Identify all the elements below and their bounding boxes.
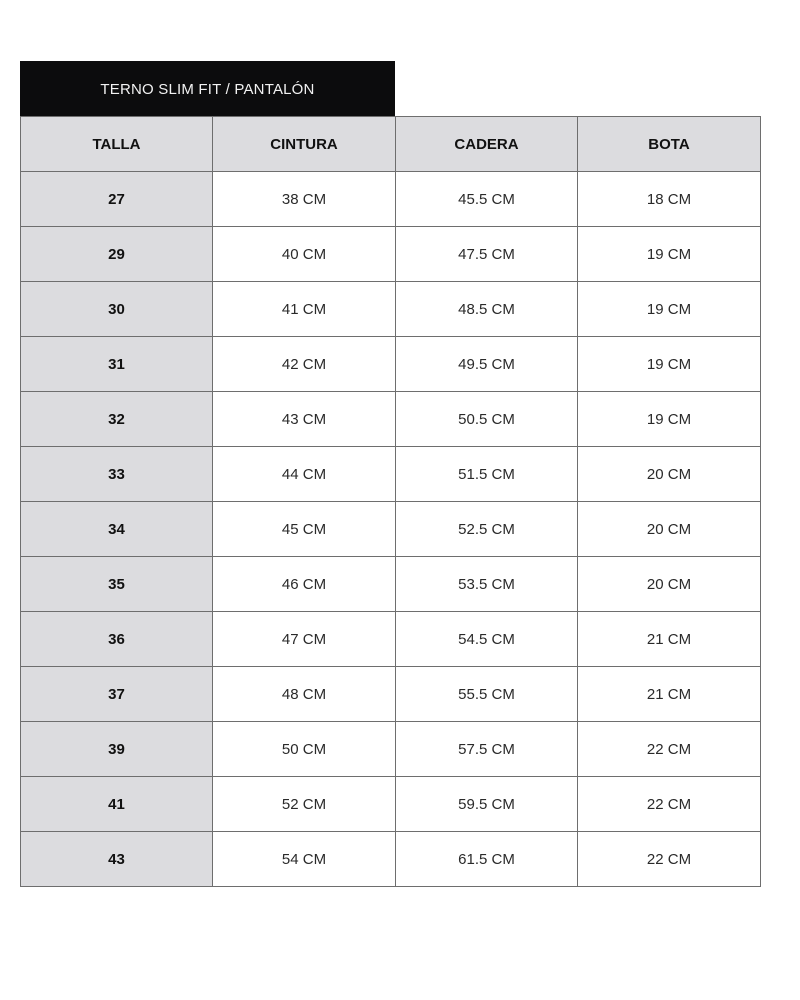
cell-cadera: 54.5 CM xyxy=(396,612,578,667)
cell-talla: 33 xyxy=(21,447,213,502)
cell-cintura: 46 CM xyxy=(213,557,396,612)
size-chart-table xyxy=(20,116,761,887)
cell-cadera: 59.5 CM xyxy=(396,777,578,832)
cell-cintura: 52 CM xyxy=(213,777,396,832)
table-row xyxy=(21,502,761,557)
table-row xyxy=(21,832,761,887)
cell-bota: 19 CM xyxy=(578,337,761,392)
cell-talla: 32 xyxy=(21,392,213,447)
header-cadera: CADERA xyxy=(396,117,578,172)
cell-talla: 29 xyxy=(21,227,213,282)
cell-talla: 36 xyxy=(21,612,213,667)
cell-cadera: 52.5 CM xyxy=(396,502,578,557)
table-row xyxy=(21,227,761,282)
cell-cadera: 48.5 CM xyxy=(396,282,578,337)
cell-cadera: 47.5 CM xyxy=(396,227,578,282)
table-title-text: TERNO SLIM FIT / PANTALÓN xyxy=(100,80,315,98)
header-bota: BOTA xyxy=(578,117,761,172)
table-row xyxy=(21,612,761,667)
cell-cintura: 40 CM xyxy=(213,227,396,282)
cell-bota: 21 CM xyxy=(578,612,761,667)
cell-cadera: 49.5 CM xyxy=(396,337,578,392)
cell-cintura: 48 CM xyxy=(213,667,396,722)
table-row xyxy=(21,667,761,722)
table-row xyxy=(21,282,761,337)
cell-cadera: 45.5 CM xyxy=(396,172,578,227)
cell-bota: 20 CM xyxy=(578,557,761,612)
cell-bota: 19 CM xyxy=(578,282,761,337)
header-talla: TALLA xyxy=(21,117,213,172)
table-body xyxy=(21,172,761,887)
cell-cadera: 55.5 CM xyxy=(396,667,578,722)
cell-cintura: 41 CM xyxy=(213,282,396,337)
cell-bota: 22 CM xyxy=(578,832,761,887)
cell-talla: 35 xyxy=(21,557,213,612)
cell-cintura: 47 CM xyxy=(213,612,396,667)
cell-bota: 20 CM xyxy=(578,502,761,557)
cell-talla: 43 xyxy=(21,832,213,887)
cell-talla: 31 xyxy=(21,337,213,392)
cell-cintura: 38 CM xyxy=(213,172,396,227)
cell-cadera: 57.5 CM xyxy=(396,722,578,777)
cell-cintura: 50 CM xyxy=(213,722,396,777)
cell-cintura: 54 CM xyxy=(213,832,396,887)
cell-talla: 41 xyxy=(21,777,213,832)
cell-cintura: 45 CM xyxy=(213,502,396,557)
cell-cintura: 44 CM xyxy=(213,447,396,502)
cell-talla: 37 xyxy=(21,667,213,722)
cell-talla: 27 xyxy=(21,172,213,227)
cell-bota: 19 CM xyxy=(578,392,761,447)
cell-talla: 30 xyxy=(21,282,213,337)
cell-bota: 18 CM xyxy=(578,172,761,227)
cell-bota: 22 CM xyxy=(578,722,761,777)
cell-cadera: 61.5 CM xyxy=(396,832,578,887)
cell-cadera: 53.5 CM xyxy=(396,557,578,612)
table-row xyxy=(21,172,761,227)
cell-bota: 21 CM xyxy=(578,667,761,722)
cell-bota: 19 CM xyxy=(578,227,761,282)
cell-talla: 34 xyxy=(21,502,213,557)
cell-cadera: 51.5 CM xyxy=(396,447,578,502)
cell-bota: 20 CM xyxy=(578,447,761,502)
table-row xyxy=(21,447,761,502)
table-row xyxy=(21,392,761,447)
cell-cadera: 50.5 CM xyxy=(396,392,578,447)
cell-bota: 22 CM xyxy=(578,777,761,832)
table-row xyxy=(21,337,761,392)
table-row xyxy=(21,777,761,832)
cell-cintura: 42 CM xyxy=(213,337,396,392)
table-title xyxy=(20,61,395,117)
table-header-row xyxy=(21,117,761,172)
cell-cintura: 43 CM xyxy=(213,392,396,447)
table-row xyxy=(21,722,761,777)
cell-talla: 39 xyxy=(21,722,213,777)
header-cintura: CINTURA xyxy=(213,117,396,172)
table-row xyxy=(21,557,761,612)
